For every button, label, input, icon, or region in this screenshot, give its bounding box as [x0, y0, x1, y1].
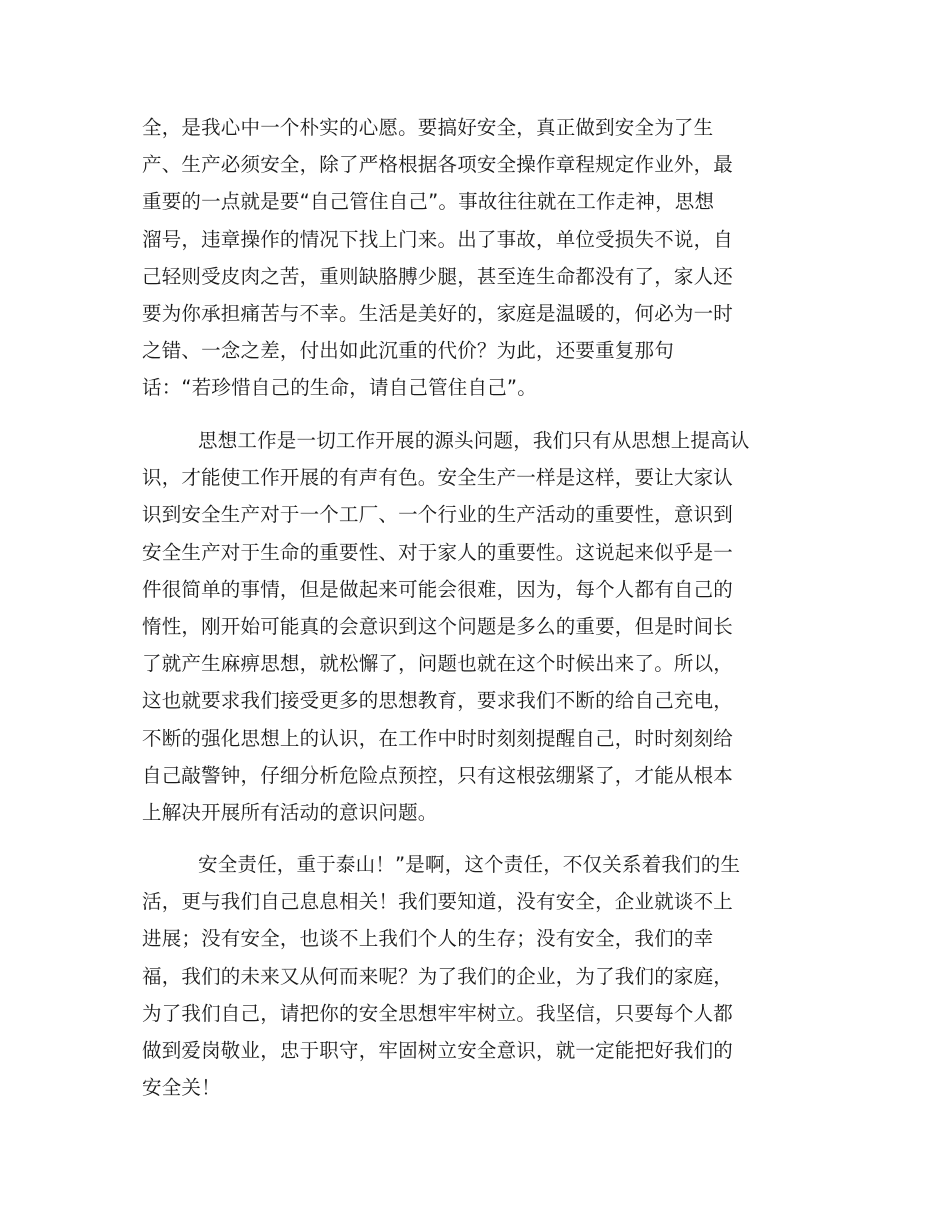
text-line: 之错、一念之差，付出如此沉重的代价？为此，还要重复那句: [142, 339, 674, 363]
paragraph-2: [142, 422, 812, 831]
text-line: 福，我们的未来又从何而来呢？为了我们的企业，为了我们的家庭，: [142, 964, 734, 988]
text-line: 进展；没有安全，也谈不上我们个人的生存；没有安全，我们的幸: [142, 927, 714, 951]
text-line: 产、生产必须安全，除了严格根据各项安全操作章程规定作业外，最: [142, 153, 734, 177]
paragraph-1: [142, 109, 812, 407]
text-line: 全，是我心中一个朴实的心愿。要搞好安全，真正做到安全为了生: [142, 116, 714, 139]
text-line: 安全责任，重于泰山！”是啊，这个责任，不仅关系着我们的生: [198, 853, 741, 876]
paragraph-3: [142, 846, 812, 1106]
text-line: 己轻则受皮肉之苦，重则缺胳膊少腿，甚至连生命都没有了，家人还: [142, 264, 734, 288]
text-line: 识，才能使工作开展的有声有色。安全生产一样是这样，要让大家认: [142, 466, 734, 490]
text-line: 上解决开展所有活动的意识问题。: [142, 800, 438, 824]
text-line: 溜号，违章操作的情况下找上门来。出了事故，单位受损失不说，自: [142, 227, 734, 251]
text-line: 安全关！: [142, 1076, 221, 1100]
text-line: 为了我们自己，请把你的安全思想牢牢树立。我坚信，只要每个人都: [142, 1001, 734, 1025]
text-line: 自己敲警钟，仔细分析危险点预控，只有这根弦绷紧了，才能从根本: [142, 763, 734, 787]
text-line: 这也就要求我们接受更多的思想教育，要求我们不断的给自己充电，: [142, 689, 734, 713]
text-line: 思想工作是一切工作开展的源头问题，我们只有从思想上提高认: [198, 429, 750, 452]
text-line: 识到安全生产对于一个工厂、一个行业的生产活动的重要性，意识到: [142, 503, 734, 527]
text-line: 了就产生麻痹思想，就松懈了，问题也就在这个时候出来了。所以，: [142, 652, 734, 676]
text-line: 要为你承担痛苦与不幸。生活是美好的，家庭是温暖的，何必为一时: [142, 301, 734, 325]
text-line: 重要的一点就是要“自己管住自己”。事故往往就在工作走神，思想: [142, 190, 715, 214]
text-line: 安全生产对于生命的重要性、对于家人的重要性。这说起来似乎是一: [142, 540, 734, 564]
text-line: 不断的强化思想上的认识，在工作中时时刻刻提醒自己，时时刻刻给: [142, 726, 734, 750]
text-line: 惰性，刚开始可能真的会意识到这个问题是多么的重要，但是时间长: [142, 614, 734, 638]
text-line: 做到爱岗敬业，忠于职守，牢固树立安全意识，就一定能把好我们的: [142, 1038, 734, 1062]
text-line: 件很简单的事情，但是做起来可能会很难，因为，每个人都有自己的: [142, 577, 734, 601]
text-line: 活，更与我们自己息息相关！我们要知道，没有安全，企业就谈不上: [142, 890, 734, 914]
text-line: 话：“若珍惜自己的生命，请自己管住自己”。: [142, 376, 537, 400]
